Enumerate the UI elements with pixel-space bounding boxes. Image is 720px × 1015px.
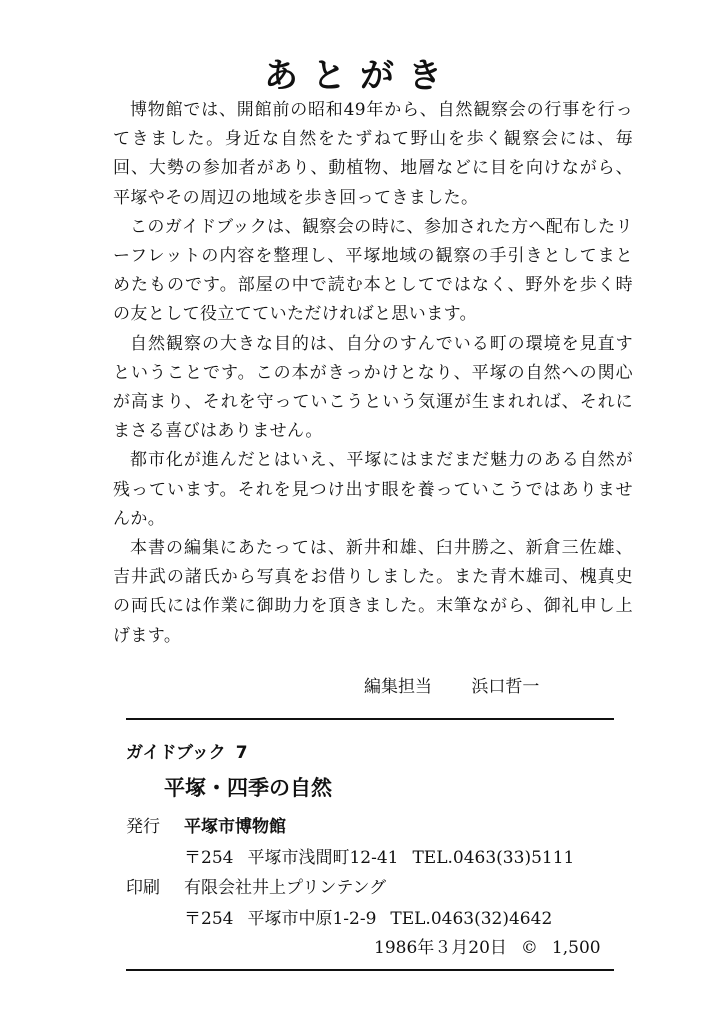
publisher-name: 平塚市博物館 [184, 817, 286, 837]
editor-signature [364, 672, 539, 697]
paragraph: 博物館では、開館前の昭和49年から、自然観察会の行事を行ってきました。身近な自然をたずねて野山を歩く観察会には、毎回、大勢の参加者があり、動植物、地層などに目を向けながら、平塚やその周辺の地域を歩き回ってきました。 [113, 100, 633, 208]
paragraph: 自然観察の大きな目的は、自分のすんでいる町の環境を見直すということです。この本がきっかけとなり、平塚の自然への関心が高まり、それを守っていこうという気運が生まれれば、それにまさる喜びはありません。 [113, 333, 633, 442]
paragraph: 都市化が進んだとはいえ、平塚にはまだまだ魅力のある自然が残っています。それを見つけ出す眼を養っていこうではありませんか。 [113, 450, 633, 529]
printer-label: 印刷 [126, 878, 160, 898]
divider [126, 969, 614, 971]
printer-address-line [184, 904, 552, 929]
publisher-address-line [184, 843, 574, 868]
publisher-label: 発行 [126, 817, 160, 837]
price: 1,500 [551, 938, 601, 958]
series-label [126, 738, 248, 763]
printer-postal: 〒254 [184, 909, 234, 929]
paragraph: 本書の編集にあたっては、新井和雄、臼井勝之、新倉三佐雄、吉井武の諸氏から写真をお借りしました。また青木雄司、槐真史の両氏には作業に御助力を頂きました。末筆ながら、御礼申し上げます。 [113, 538, 633, 646]
publication-line [374, 933, 601, 958]
afterword-body [113, 96, 633, 651]
book-title: 平塚・四季の自然 [164, 776, 332, 800]
series-number: 7 [235, 743, 248, 763]
publisher-address: 平塚市浅間町12-41 [247, 848, 399, 868]
paragraph: このガイドブックは、観察会の時に、参加された方へ配布したリーフレットの内容を整理し、平塚地域の観察の手引きとしてまとめたものです。部屋の中で読む本としてではなく、野外を歩く時の友として役立てていただければと思います。 [113, 216, 633, 325]
publisher-postal: 〒254 [184, 848, 234, 868]
editor-role: 編集担当 [364, 677, 432, 697]
publisher-tel: TEL.0463(33)5111 [412, 848, 575, 868]
divider [126, 718, 614, 720]
publication-date: 1986年３月20日 [374, 938, 507, 958]
printer-tel: TEL.0463(32)4642 [390, 909, 553, 929]
printer-address: 平塚市中原1-2-9 [247, 909, 377, 929]
copyright-mark: © [520, 938, 538, 958]
page-title: あとがき [264, 56, 456, 96]
editor-name: 浜口哲一 [471, 677, 540, 697]
series-name: ガイドブック [126, 743, 226, 763]
printer-name: 有限会社井上プリンテング [184, 878, 387, 898]
